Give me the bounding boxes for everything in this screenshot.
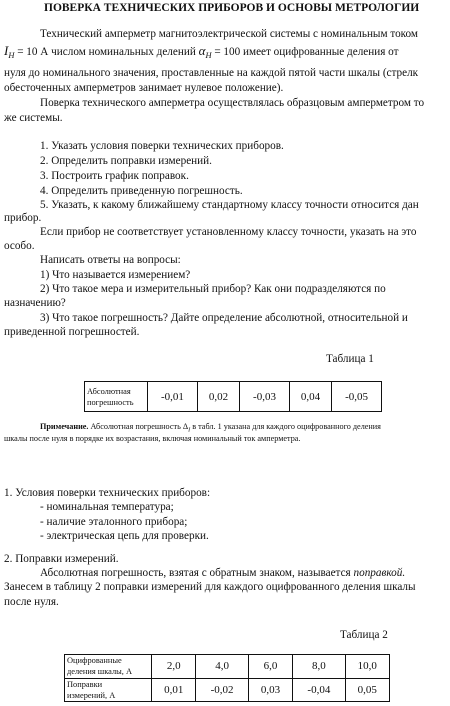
- if-not-line-1: Если прибор не соответствует установленному классу точности, указать на это: [40, 226, 417, 238]
- intro-line-3: нуля до номинального значения, проставленные на каждой пятой части шкалы (стрелк: [4, 67, 419, 79]
- intro-line-2-text-a: = 10 А числом номинальных делений: [17, 46, 196, 58]
- table-2-row-1-header-line-2: деления шкалы, А: [67, 667, 133, 677]
- if-not-line-2: особо.: [4, 240, 35, 252]
- table-1: [84, 381, 382, 412]
- table-2-cell: 0,03: [248, 678, 292, 702]
- table-row: [85, 382, 382, 412]
- note-text-b: в табл. 1 указана для каждого оцифрованного деления: [192, 422, 381, 431]
- question-3-cont: приведенной погрешностей.: [4, 326, 140, 338]
- task-4: 4. Определить приведенную погрешность.: [40, 185, 243, 197]
- intro-line-5: Поверка технического амперметра осуществлялась образцовым амперметром то: [40, 97, 425, 109]
- table-2: [64, 654, 390, 702]
- question-1: 1) Что называется измерением?: [40, 269, 191, 281]
- table-2-cell: 6,0: [248, 655, 292, 679]
- table-2-cell: 8,0: [293, 655, 345, 679]
- section-1-heading: 1. Условия поверки технических приборов:: [4, 487, 211, 499]
- table-2-cell: -0,04: [293, 678, 345, 702]
- intro-line-4: обесточенных амперметров занимает нулевое положение).: [4, 82, 284, 94]
- intro-line-1: Технический амперметр магнитоэлектрической системы с номинальным током: [40, 28, 418, 40]
- table-1-cell: 0,02: [197, 382, 239, 412]
- task-1: 1. Указать условия поверки технических приборов.: [40, 140, 284, 152]
- note-line-2: шкалы после нуля в порядке их возрастания, включая номинальный ток амперметра.: [4, 434, 301, 443]
- table-2-cell: 2,0: [152, 655, 196, 679]
- table-1-caption: Таблица 1: [326, 353, 374, 365]
- table-1-row-header: [85, 382, 148, 412]
- table-2-cell: 4,0: [196, 655, 248, 679]
- question-2-cont: назначению?: [4, 297, 66, 309]
- table-1-header-line-1: Абсолютная: [87, 386, 131, 396]
- section-1-item: - электрическая цепь для проверки.: [40, 530, 209, 542]
- table-2-cell: 10,0: [345, 655, 389, 679]
- section-1-item: - номинальная температура;: [40, 501, 174, 513]
- table-2-row-2-header-line-1: Поправки: [67, 679, 103, 689]
- table-2-row-1-header-line-1: Оцифрованные: [67, 656, 122, 666]
- task-2: 2. Определить поправки измерений.: [40, 155, 212, 167]
- table-2-caption: Таблица 2: [340, 629, 388, 641]
- correction-term: поправкой.: [353, 567, 406, 579]
- note-line-1: [40, 422, 381, 434]
- table-1-header-line-2: погрешность: [87, 397, 134, 407]
- note-label: Примечание.: [40, 422, 89, 431]
- table-2-cell: 0,05: [345, 678, 389, 702]
- table-2-cell: 0,01: [152, 678, 196, 702]
- task-5-continuation: прибор.: [4, 212, 42, 224]
- table-2-row-1-header: [65, 655, 152, 679]
- question-3: 3) Что такое погрешность? Дайте определение абсолютной, относительной и: [40, 312, 408, 324]
- note-text-a: Абсолютная погрешность Δ: [90, 422, 189, 431]
- alpha-symbol: α: [198, 43, 206, 58]
- table-row: [65, 655, 390, 679]
- intro-line-2: [4, 43, 399, 60]
- section-2-line-2: Занесем в таблицу 2 поправки измерений для каждого оцифрованного деления шкалы: [4, 581, 416, 593]
- questions-heading: Написать ответы на вопросы:: [40, 254, 181, 266]
- section-2-line-1: [40, 567, 405, 579]
- table-2-cell: -0,02: [196, 678, 248, 702]
- table-1-cell: -0,05: [332, 382, 382, 412]
- current-symbol: I: [4, 43, 9, 58]
- section-2-line-3: после нуля.: [4, 596, 59, 608]
- page-title: ПОВЕРКА ТЕХНИЧЕСКИХ ПРИБОРОВ И ОСНОВЫ МЕТРОЛОГИИ: [44, 2, 420, 14]
- task-3: 3. Построить график поправок.: [40, 170, 189, 182]
- table-row: [65, 678, 390, 702]
- question-2: 2) Что такое мера и измерительный прибор? Как они подразделяются по: [40, 283, 386, 295]
- section-1-item: - наличие эталонного прибора;: [40, 516, 188, 528]
- table-1-cell: 0,04: [289, 382, 331, 412]
- intro-line-6: же системы.: [4, 112, 63, 124]
- note-subscript: I: [188, 427, 191, 434]
- task-5: 5. Указать, к какому ближайшему стандартному классу точности относится дан: [40, 199, 419, 211]
- table-1-cell: -0,01: [148, 382, 198, 412]
- table-2-row-2-header-line-2: измерений, А: [67, 690, 116, 700]
- section-2-heading: 2. Поправки измерений.: [4, 553, 119, 565]
- intro-line-2-text-b: = 100 имеет оцифрованные деления от: [214, 46, 399, 58]
- section-2-line-1-text: Абсолютная погрешность, взятая с обратным знаком, называется: [40, 567, 351, 579]
- current-subscript: H: [8, 51, 15, 61]
- table-2-row-2-header: [65, 678, 152, 702]
- alpha-subscript: H: [205, 51, 212, 61]
- table-1-cell: -0,03: [240, 382, 290, 412]
